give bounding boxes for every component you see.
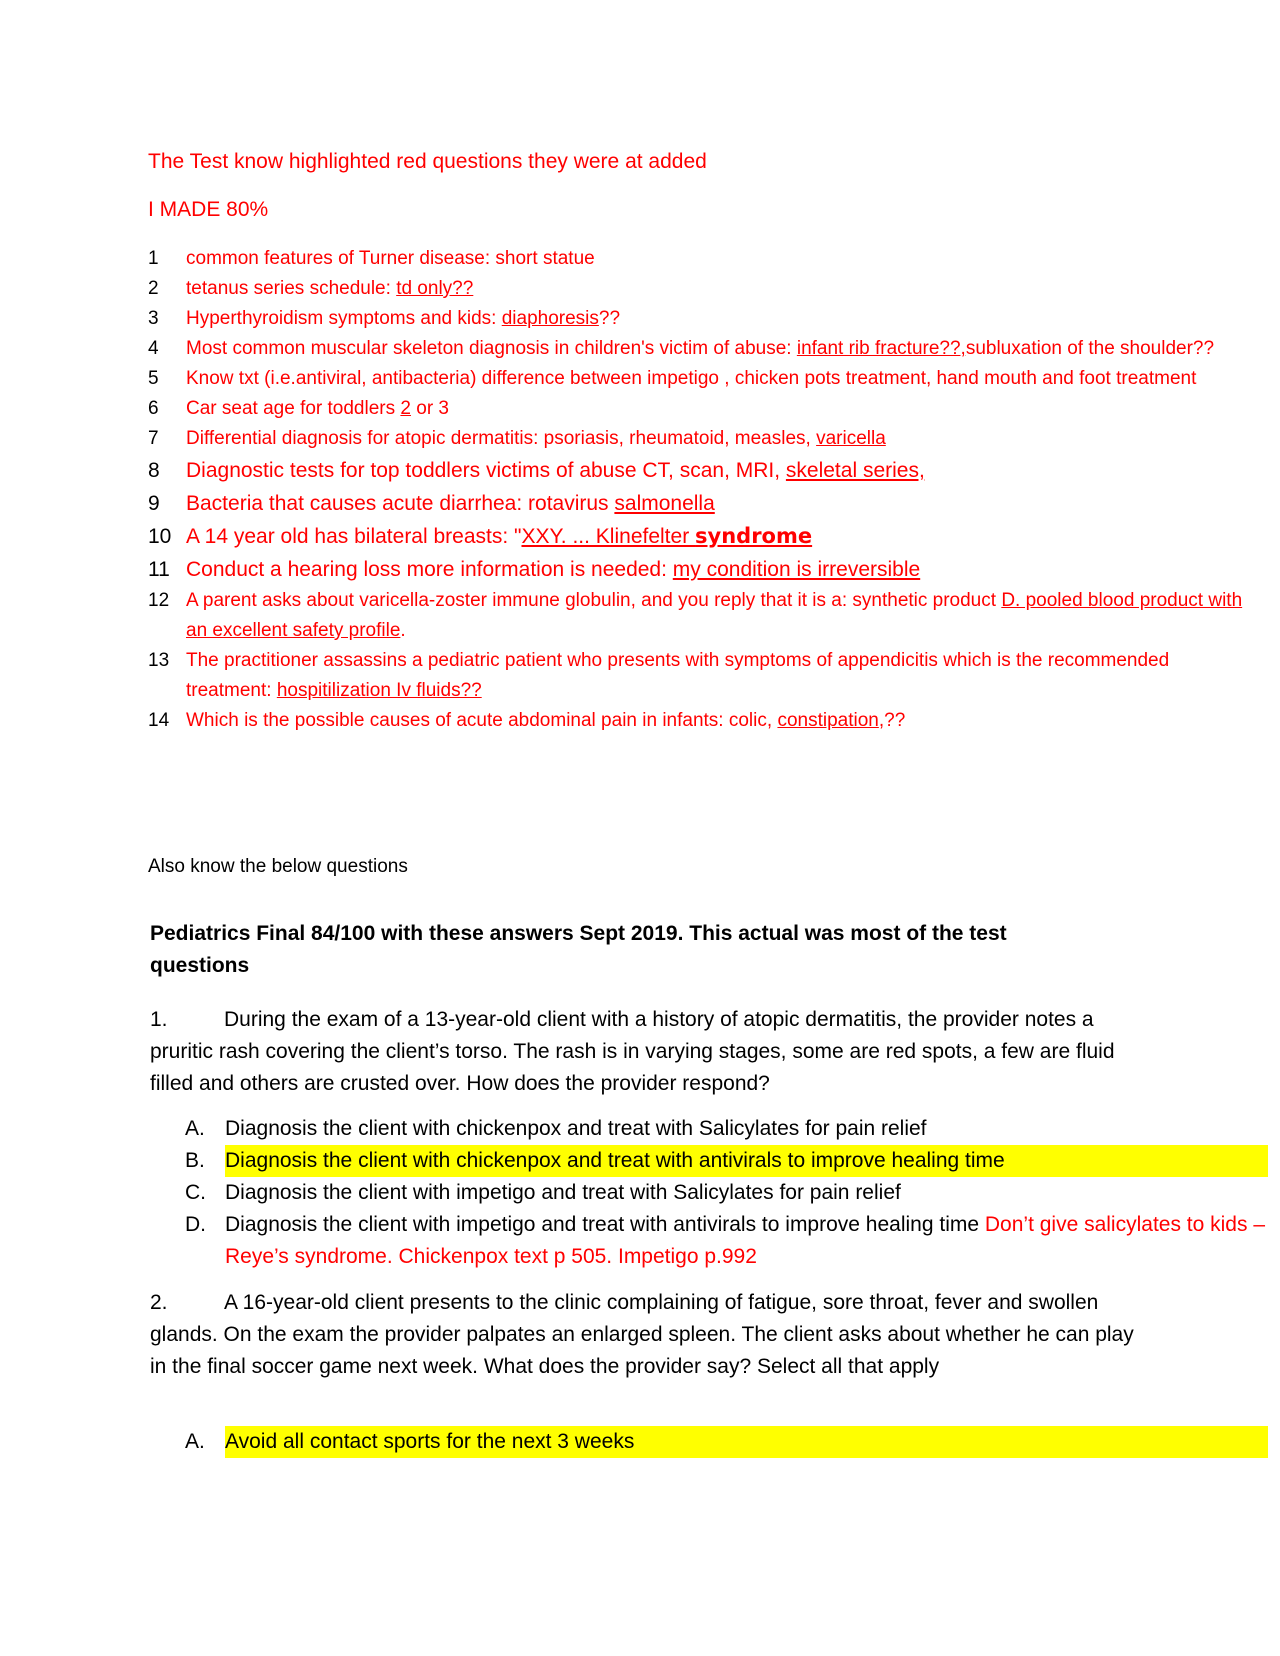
red-question-list: [148, 244, 1258, 736]
answer-note: Don’t give salicylates to kids – Reye’s syndrome. Chickenpox text p 505. Impetigo p.992: [225, 1213, 1266, 1268]
question-number: 2.: [150, 1291, 168, 1314]
option-b-correct: B. Diagnosis the client with chickenpox and treat with antivirals to improve healing time: [183, 1145, 1268, 1177]
list-item: 4 Most common muscular skeleton diagnosis in children's victim of abuse: infant rib fracture??,subluxation of the shoulder??: [148, 338, 1215, 359]
also-know-note: Also know the below questions: [148, 856, 408, 877]
list-item: 9 Bacteria that causes acute diarrhea: rotavirus salmonella: [148, 492, 715, 515]
question-text: During the exam of a 13-year-old client with a history of atopic dermatitis, the provider notes a pruritic rash covering the client’s torso. The rash is in varying stages, some are red spots, a few are fluid filled and others are crusted over. How does the provider respond?: [150, 1008, 1115, 1095]
question-text: A 16-year-old client presents to the clinic complaining of fatigue, sore throat, fever and swollen glands. On the exam the provider palpates an enlarged spleen. The client asks about whether he can play in the final soccer game next week. What does the provider say? Select all that apply: [150, 1291, 1134, 1378]
option-c: C. Diagnosis the client with impetigo and treat with Salicylates for pain relief: [185, 1181, 901, 1204]
list-item: 10 A 14 year old has bilateral breasts: "XXY. ... Klinefelter syndrome: [148, 524, 813, 548]
question-1: [150, 1004, 1140, 1100]
list-item: 3 Hyperthyroidism symptoms and kids: diaphoresis??: [148, 308, 621, 329]
list-item: 6 Car seat age for toddlers 2 or 3: [148, 398, 449, 419]
exam-heading: Pediatrics Final 84/100 with these answers Sept 2019. This actual was most of the test questions: [150, 922, 1007, 977]
question-1-options: [183, 1113, 1268, 1273]
question-2: [150, 1287, 1140, 1383]
list-item: 12 A parent asks about varicella-zoster immune globulin, and you reply that it is a: synthetic product D. pooled blood product with an excellent safety profile.: [148, 590, 1243, 641]
list-item: 5 Know txt (i.e.antiviral, antibacteria) difference between impetigo , chicken pots treatment, hand mouth and foot treatment: [148, 368, 1197, 389]
list-item: 11 Conduct a hearing loss more information is needed: my condition is irreversible: [148, 558, 921, 581]
list-item: 14 Which is the possible causes of acute abdominal pain in infants: colic, constipation,??: [148, 710, 906, 731]
list-item: 2 tetanus series schedule: td only??: [148, 278, 474, 299]
list-item: 7 Differential diagnosis for atopic dermatitis: psoriasis, rheumatoid, measles, varicella: [148, 428, 886, 449]
question-2-options: [183, 1426, 1268, 1458]
question-number: 1.: [150, 1008, 168, 1031]
option-a: A. Diagnosis the client with chickenpox and treat with Salicylates for pain relief: [185, 1117, 927, 1140]
list-item: 13 The practitioner assassins a pediatric patient who presents with symptoms of appendicitis which is the recommended treatment: hospitilization Iv fluids??: [148, 650, 1170, 701]
list-item: 8 Diagnostic tests for top toddlers victims of abuse CT, scan, MRI, skeletal series,: [148, 459, 925, 482]
list-item: 1 common features of Turner disease: short statue: [148, 248, 595, 269]
header-line-1: The Test know highlighted red questions they were at added: [148, 150, 707, 173]
option-d: D. Diagnosis the client with impetigo and treat with antivirals to improve healing time Don’t give salicylates to kids – Reye’s syndrome. Chickenpox text p 505. Impetigo p.992: [185, 1213, 1266, 1268]
header-score: I MADE 80%: [148, 198, 269, 221]
option-a-correct: A. Avoid all contact sports for the next 3 weeks: [183, 1426, 1268, 1458]
